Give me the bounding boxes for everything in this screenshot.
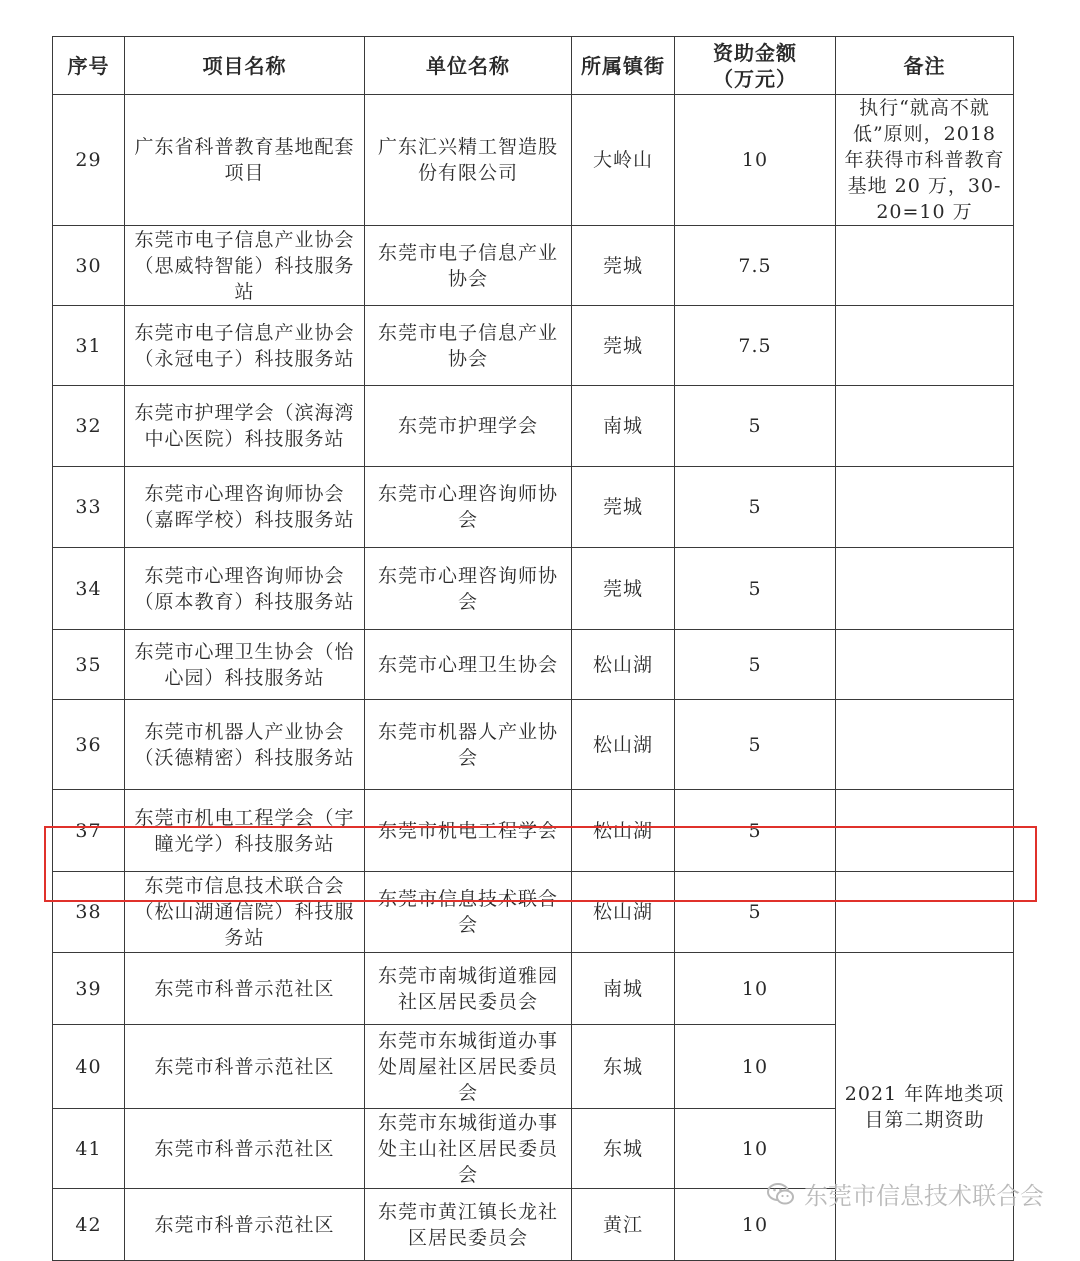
- cell-amount: 7.5: [675, 306, 836, 386]
- cell-amount: 7.5: [675, 226, 836, 306]
- cell-unit: 东莞市黄江镇长龙社区居民委员会: [365, 1189, 572, 1261]
- cell-town: 黄江: [572, 1189, 675, 1261]
- cell-project: 东莞市电子信息产业协会（永冠电子）科技服务站: [125, 306, 365, 386]
- cell-amount: 5: [675, 872, 836, 953]
- cell-amount: 5: [675, 630, 836, 700]
- cell-note: 执行“就高不就低”原则，2018 年获得市科普教育基地 20 万，30-20=10 万: [836, 95, 1014, 226]
- table-row: [53, 790, 1014, 872]
- cell-project: 东莞市信息技术联合会（松山湖通信院）科技服务站: [125, 872, 365, 953]
- table-row: [53, 467, 1014, 548]
- table-row: [53, 953, 1014, 1025]
- cell-project: 东莞市心理咨询师协会（原本教育）科技服务站: [125, 548, 365, 630]
- cell-unit: 东莞市护理学会: [365, 386, 572, 467]
- cell-unit: 广东汇兴精工智造股份有限公司: [365, 95, 572, 226]
- cell-amount: 5: [675, 790, 836, 872]
- cell-town: 南城: [572, 953, 675, 1025]
- cell-index: 41: [53, 1109, 125, 1189]
- cell-town: 东城: [572, 1109, 675, 1189]
- cell-unit: 东莞市心理咨询师协会: [365, 467, 572, 548]
- cell-unit: 东莞市南城街道雅园社区居民委员会: [365, 953, 572, 1025]
- cell-amount: 5: [675, 386, 836, 467]
- cell-amount: 5: [675, 548, 836, 630]
- watermark-text: 东莞市信息技术联合会: [804, 1182, 1044, 1210]
- cell-amount: 10: [675, 1189, 836, 1261]
- cell-town: 松山湖: [572, 872, 675, 953]
- cell-note: [836, 630, 1014, 700]
- cell-index: 31: [53, 306, 125, 386]
- header-town: 所属镇街: [572, 37, 675, 95]
- table-row: [53, 226, 1014, 306]
- cell-index: 30: [53, 226, 125, 306]
- cell-amount: 5: [675, 467, 836, 548]
- cell-note: [836, 790, 1014, 872]
- cell-note: [836, 700, 1014, 790]
- cell-index: 32: [53, 386, 125, 467]
- header-row: [53, 37, 1014, 95]
- header-index: 序号: [53, 37, 125, 95]
- cell-unit: 东莞市电子信息产业协会: [365, 306, 572, 386]
- cell-town: 南城: [572, 386, 675, 467]
- cell-town: 大岭山: [572, 95, 675, 226]
- cell-town: 松山湖: [572, 790, 675, 872]
- cell-project: 东莞市科普示范社区: [125, 953, 365, 1025]
- cell-amount: 5: [675, 700, 836, 790]
- table-row: [53, 548, 1014, 630]
- cell-unit: 东莞市机电工程学会: [365, 790, 572, 872]
- cell-note: [836, 306, 1014, 386]
- funding-table: [52, 36, 1014, 1261]
- cell-town: 莞城: [572, 467, 675, 548]
- header-unit: 单位名称: [365, 37, 572, 95]
- cell-note: [836, 872, 1014, 953]
- cell-project: 广东省科普教育基地配套项目: [125, 95, 365, 226]
- cell-index: 40: [53, 1025, 125, 1109]
- cell-unit: 东莞市信息技术联合会: [365, 872, 572, 953]
- cell-town: 莞城: [572, 226, 675, 306]
- cell-index: 37: [53, 790, 125, 872]
- table-row-highlighted: [53, 872, 1014, 953]
- cell-project: 东莞市科普示范社区: [125, 1109, 365, 1189]
- table-row: [53, 306, 1014, 386]
- cell-unit: 东莞市东城街道办事处周屋社区居民委员会: [365, 1025, 572, 1109]
- cell-index: 34: [53, 548, 125, 630]
- cell-project: 东莞市机电工程学会（宇瞳光学）科技服务站: [125, 790, 365, 872]
- header-amount-line2: （万元）: [713, 66, 797, 91]
- cell-project: 东莞市科普示范社区: [125, 1189, 365, 1261]
- table-row: [53, 386, 1014, 467]
- cell-index: 35: [53, 630, 125, 700]
- cell-index: 38: [53, 872, 125, 953]
- cell-note-merged: 2021 年阵地类项目第二期资助: [836, 953, 1014, 1261]
- cell-town: 莞城: [572, 306, 675, 386]
- cell-index: 39: [53, 953, 125, 1025]
- cell-project: 东莞市科普示范社区: [125, 1025, 365, 1109]
- cell-project: 东莞市电子信息产业协会（思威特智能）科技服务站: [125, 226, 365, 306]
- cell-project: 东莞市机器人产业协会（沃德精密）科技服务站: [125, 700, 365, 790]
- cell-note: [836, 548, 1014, 630]
- cell-unit: 东莞市心理卫生协会: [365, 630, 572, 700]
- cell-amount: 10: [675, 95, 836, 226]
- header-note: 备注: [836, 37, 1014, 95]
- cell-project: 东莞市心理咨询师协会（嘉晖学校）科技服务站: [125, 467, 365, 548]
- table-row: [53, 700, 1014, 790]
- cell-amount: 10: [675, 1025, 836, 1109]
- table-row: [53, 630, 1014, 700]
- header-project: 项目名称: [125, 37, 365, 95]
- cell-amount: 10: [675, 953, 836, 1025]
- cell-unit: 东莞市电子信息产业协会: [365, 226, 572, 306]
- cell-index: 42: [53, 1189, 125, 1261]
- cell-note: [836, 386, 1014, 467]
- cell-amount: 10: [675, 1109, 836, 1189]
- header-amount: [675, 37, 836, 95]
- cell-town: 东城: [572, 1025, 675, 1109]
- table-row: [53, 95, 1014, 226]
- cell-project: 东莞市心理卫生协会（怡心园）科技服务站: [125, 630, 365, 700]
- wechat-icon: [766, 1181, 796, 1207]
- cell-project: 东莞市护理学会（滨海湾中心医院）科技服务站: [125, 386, 365, 467]
- cell-town: 松山湖: [572, 700, 675, 790]
- cell-index: 33: [53, 467, 125, 548]
- cell-town: 莞城: [572, 548, 675, 630]
- cell-unit: 东莞市东城街道办事处主山社区居民委员会: [365, 1109, 572, 1189]
- cell-index: 29: [53, 95, 125, 226]
- cell-note: [836, 226, 1014, 306]
- cell-unit: 东莞市心理咨询师协会: [365, 548, 572, 630]
- cell-town: 松山湖: [572, 630, 675, 700]
- cell-index: 36: [53, 700, 125, 790]
- cell-note: [836, 467, 1014, 548]
- watermark: [766, 1176, 1044, 1211]
- cell-unit: 东莞市机器人产业协会: [365, 700, 572, 790]
- header-amount-line1: 资助金额: [713, 40, 797, 65]
